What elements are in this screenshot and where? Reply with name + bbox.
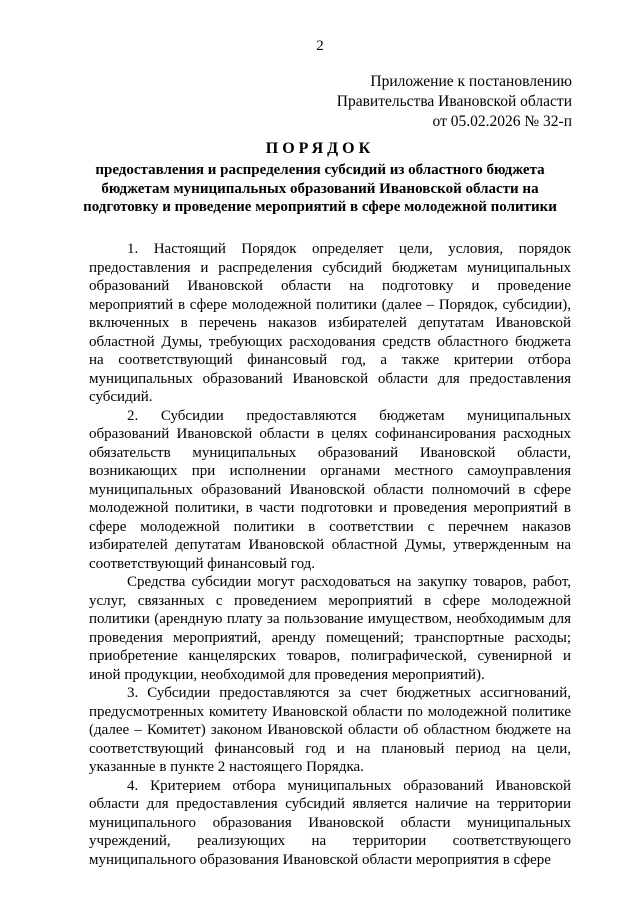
appendix-line-2: Правительства Ивановской области: [336, 93, 572, 110]
appendix-line-1: Приложение к постановлению: [370, 73, 572, 90]
paragraph-2: 2. Субсидии предоставляются бюджетам муниципальных образований Ивановской области в целях софинансирования расходных обязательств муниципальных образований Ивановской области, возникающих при исполнении органами местного самоуправления муниципальных образований Ивановской области полномочий в сфере молодежной политики, в части подготовки и проведения мероприятий в сфере молодежной политики в соответствии с перечнем наказов избирателей депутатам Ивановской областной Думы, утвержденным на соответствующий финансовый год.: [89, 407, 571, 572]
title-block: [70, 139, 570, 217]
paragraph-1: 1. Настоящий Порядок определяет цели, условия, порядок предоставления и распределения субсидий бюджетам муниципальных образований Ивановской области на подготовку и проведение мероприятий в сфере молодежной политики (далее – Порядок, субсидии), включенных в перечень наказов избирателей депутатам Ивановской областной Думы, требующих расходования средств областного бюджета на соответствующий финансовый год, а также критерии отбора муниципальных образований Ивановской области для предоставления субсидий.: [89, 241, 571, 405]
paragraph-3: 3. Субсидии предоставляются за счет бюджетных ассигнований, предусмотренных комитету Ивановской области по молодежной политике (далее – Комитет) законом Ивановской области об областном бюджете на соответствующий финансовый год и на плановый период на цели, указанные в пункте 2 настоящего Порядка.: [89, 685, 571, 775]
appendix-line-3: от 05.02.2026 № 32-п: [432, 113, 572, 130]
appendix-header: [337, 72, 572, 132]
document-body: [89, 240, 571, 869]
page-number: 2: [316, 38, 324, 54]
paragraph-2-continued: Средства субсидии могут расходоваться на закупку товаров, работ, услуг, связанных с проведением мероприятий в сфере молодежной политики (арендную плату за пользование имуществом, необходимым для проведения мероприятий, аренду помещений; транспортные расходы; приобретение канцелярских товаров, полиграфической, сувенирной и иной продукции, необходимой для проведения мероприятий).: [89, 574, 571, 683]
paragraph-4: 4. Критерием отбора муниципальных образований Ивановской области для предоставления субсидий является наличие на территории муниципального образования Ивановской области муниципальных учреждений, реализующих на территории соответствующего муниципального образования Ивановской области мероприятия в сфере: [89, 777, 571, 868]
document-subtitle: предоставления и распределения субсидий из областного бюджета бюджетам муниципальных образований Ивановской области на подготовку и проведение мероприятий в сфере молодежной политики: [83, 162, 557, 215]
document-title: ПОРЯДОК: [265, 140, 375, 157]
